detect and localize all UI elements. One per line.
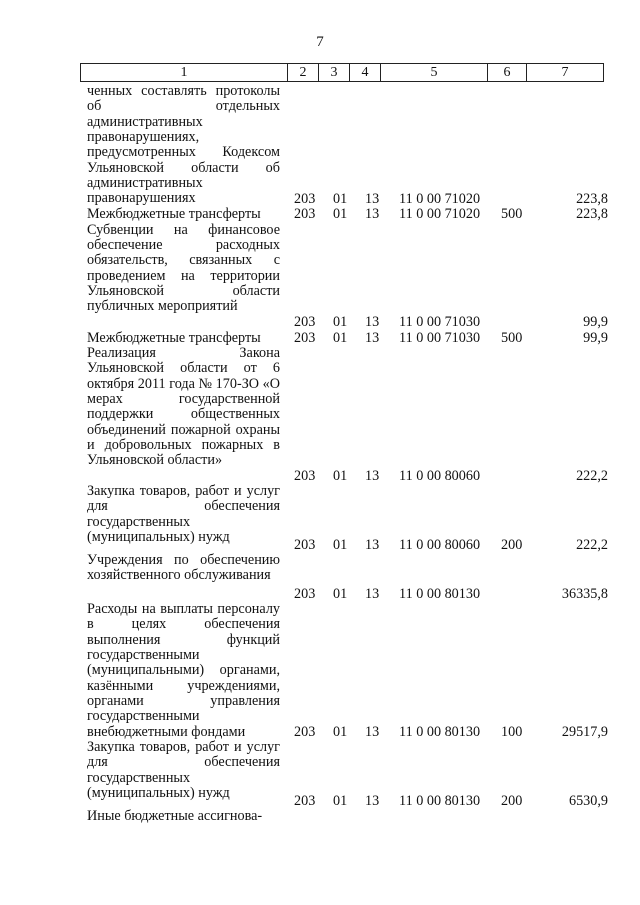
cell-col-4: 13 xyxy=(365,792,380,809)
column-header-3: 3 xyxy=(319,64,350,82)
column-header-6: 6 xyxy=(488,64,527,82)
table-row xyxy=(0,553,640,602)
cell-col-7: 29517,9 xyxy=(561,723,608,740)
cell-col-6: 200 xyxy=(501,536,523,553)
row-description: Реализация Закона Ульяновской области от 6 октября 2011 года № 170-ЗО «О мерах государственной поддержки общественных объединений пожарной охраны и добровольных пожарных в Ульяновской области» xyxy=(87,345,280,469)
table-row xyxy=(0,223,640,331)
cell-col-5: 11 0 00 80060 xyxy=(399,467,481,484)
cell-col-4: 13 xyxy=(365,190,380,207)
cell-col-3: 01 xyxy=(333,190,348,207)
cell-col-3: 01 xyxy=(333,206,348,223)
row-description: Учреждения по обеспечению хозяйственного обслуживания xyxy=(87,552,280,584)
cell-col-5: 11 0 00 71020 xyxy=(399,190,481,207)
cell-col-2: 203 xyxy=(294,792,316,809)
cell-col-2: 203 xyxy=(294,467,316,484)
cell-col-5: 11 0 00 80130 xyxy=(399,585,481,602)
table-row xyxy=(0,602,640,740)
cell-col-2: 203 xyxy=(294,585,316,602)
row-description: Закупка товаров, работ и услуг для обеспечения государственных (муниципальных) нужд xyxy=(87,483,280,546)
budget-table-body xyxy=(0,84,640,825)
row-description: ченных составлять протоколы об отдельных административных правонарушениях, предусмотренных Кодексом Ульяновской области об административных правонарушениях xyxy=(87,83,280,207)
cell-col-4: 13 xyxy=(365,467,380,484)
column-header-1: 1 xyxy=(81,64,288,82)
column-header-2: 2 xyxy=(288,64,319,82)
cell-col-3: 01 xyxy=(333,314,348,331)
column-header-4: 4 xyxy=(350,64,381,82)
table-row xyxy=(0,346,640,484)
table-row xyxy=(0,84,640,207)
cell-col-5: 11 0 00 71020 xyxy=(399,206,481,223)
row-description: Межбюджетные трансферты xyxy=(87,329,261,346)
cell-col-3: 01 xyxy=(333,329,348,346)
column-header-7: 7 xyxy=(527,64,604,82)
table-row xyxy=(0,484,640,553)
cell-col-2: 203 xyxy=(294,536,316,553)
cell-col-7: 222,2 xyxy=(576,467,608,484)
row-description: Закупка товаров, работ и услуг для обеспечения государственных (муниципальных) нужд xyxy=(87,739,280,802)
cell-col-7: 222,2 xyxy=(576,536,608,553)
cell-col-6: 100 xyxy=(501,723,523,740)
cell-col-6: 500 xyxy=(501,329,523,346)
cell-col-3: 01 xyxy=(333,536,348,553)
cell-col-2: 203 xyxy=(294,190,316,207)
cell-col-3: 01 xyxy=(333,723,348,740)
cell-col-2: 203 xyxy=(294,206,316,223)
cell-col-2: 203 xyxy=(294,329,316,346)
cell-col-4: 13 xyxy=(365,329,380,346)
cell-col-5: 11 0 00 80130 xyxy=(399,792,481,809)
cell-col-3: 01 xyxy=(333,585,348,602)
cell-col-6: 500 xyxy=(501,206,523,223)
cell-col-7: 223,8 xyxy=(576,206,608,223)
cell-col-4: 13 xyxy=(365,206,380,223)
cell-col-5: 11 0 00 80060 xyxy=(399,536,481,553)
cell-col-3: 01 xyxy=(333,467,348,484)
cell-col-6: 200 xyxy=(501,792,523,809)
table-row xyxy=(0,740,640,809)
cell-col-4: 13 xyxy=(365,536,380,553)
row-description: Расходы на выплаты персоналу в целях обеспечения выполнения функций государственными (муниципальными) органами, казёнными учреждениями, органами управления государственными внебюджетными фондами xyxy=(87,601,280,740)
cell-col-4: 13 xyxy=(365,723,380,740)
column-header-row xyxy=(80,63,604,82)
cell-col-5: 11 0 00 71030 xyxy=(399,314,481,331)
page-number: 7 xyxy=(316,34,324,50)
cell-col-7: 99,9 xyxy=(583,329,608,346)
cell-col-5: 11 0 00 80130 xyxy=(399,723,481,740)
cell-col-4: 13 xyxy=(365,585,380,602)
table-row xyxy=(0,809,640,825)
cell-col-5: 11 0 00 71030 xyxy=(399,329,481,346)
cell-col-2: 203 xyxy=(294,314,316,331)
row-description: Иные бюджетные ассигнова- xyxy=(87,808,263,824)
cell-col-7: 223,8 xyxy=(576,190,608,207)
cell-col-7: 6530,9 xyxy=(568,792,608,809)
table-row xyxy=(0,331,640,347)
cell-col-7: 99,9 xyxy=(583,314,608,331)
cell-col-4: 13 xyxy=(365,314,380,331)
cell-col-3: 01 xyxy=(333,792,348,809)
row-description: Субвенции на финансовое обеспечение расходных обязательств, связанных с проведением на территории Ульяновской области публичных мероприятий xyxy=(87,221,280,315)
table-row xyxy=(0,207,640,223)
row-description: Межбюджетные трансферты xyxy=(87,206,261,222)
cell-col-2: 203 xyxy=(294,723,316,740)
cell-col-7: 36335,8 xyxy=(561,585,608,602)
column-header-5: 5 xyxy=(381,64,488,82)
